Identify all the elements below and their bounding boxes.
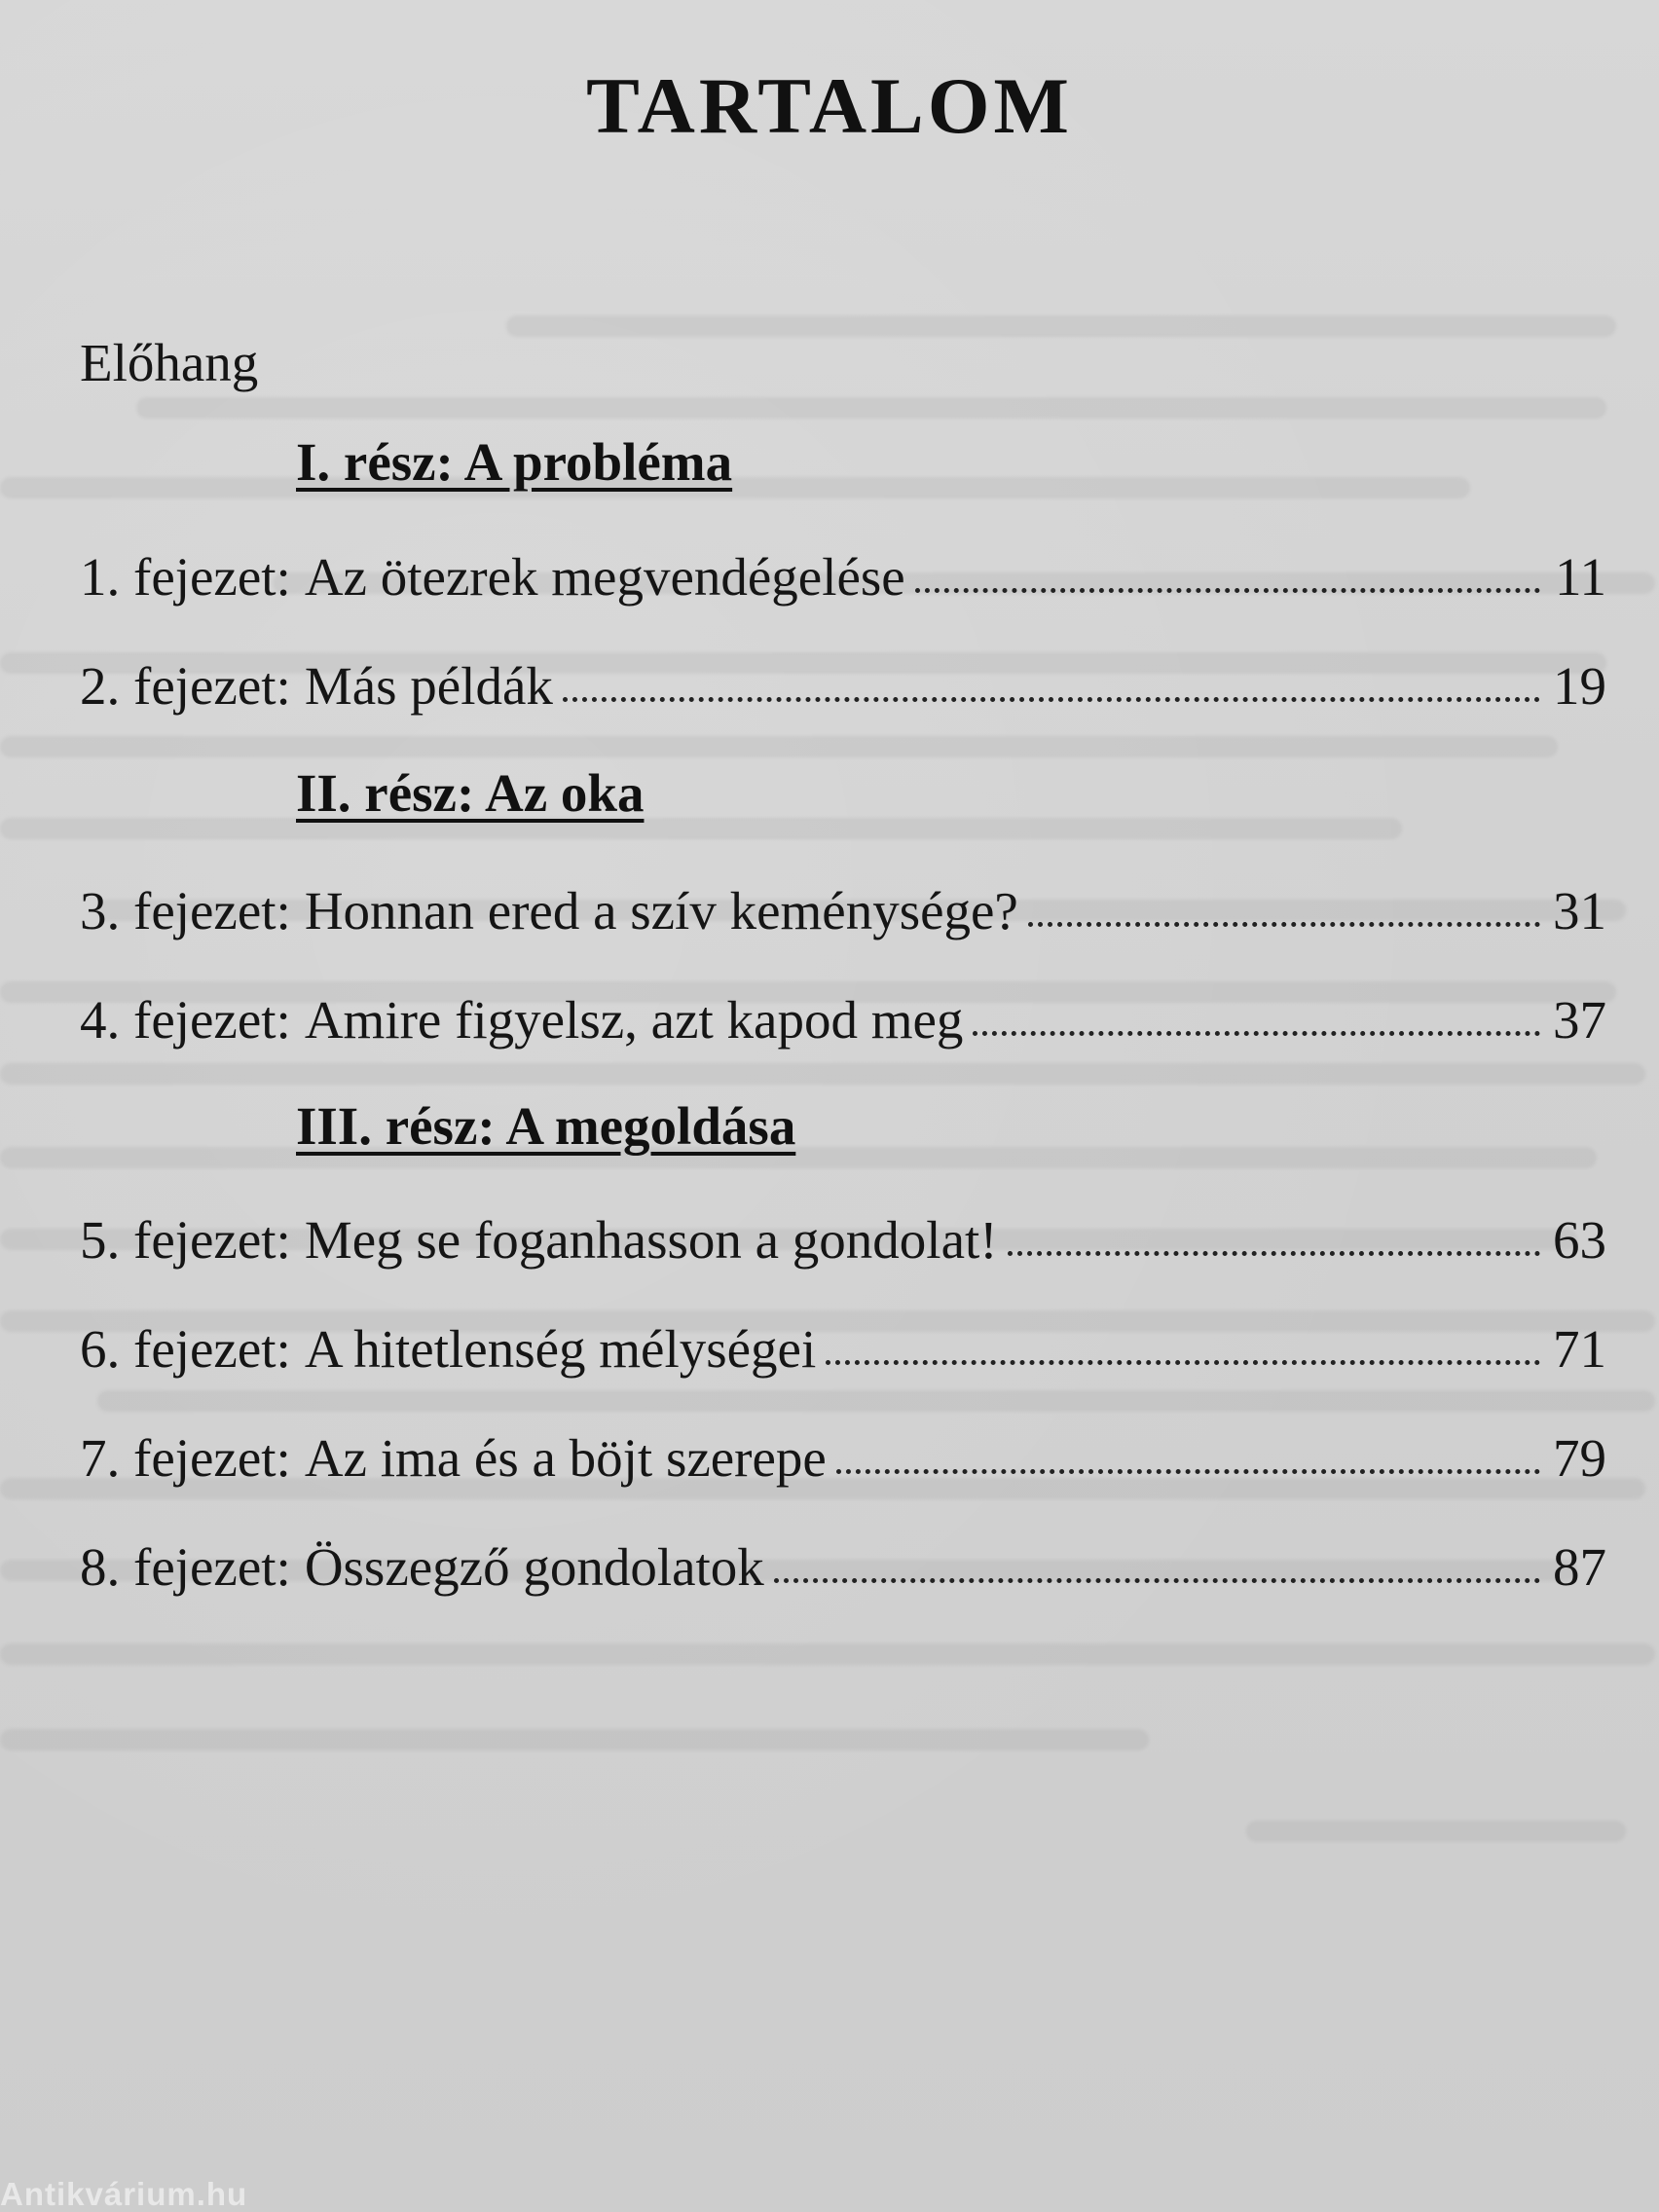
toc-row-chapter-3 <box>80 873 1606 938</box>
watermark-text: Antikvárium.hu <box>0 2176 248 2212</box>
dot-leader <box>774 1578 1540 1583</box>
chapter-number: 4. fejezet: <box>80 990 291 1050</box>
contents-title: TARTALOM <box>586 61 1073 150</box>
chapter-title: Az ima és a böjt szerepe <box>304 1428 827 1488</box>
chapter-title: Más példák <box>304 656 553 716</box>
toc-row-chapter-4 <box>80 982 1606 1050</box>
chapter-number: 6. fejezet: <box>80 1319 291 1379</box>
chapter-title: Összegző gondolatok <box>304 1537 764 1597</box>
page-number: 63 <box>1553 1210 1606 1270</box>
toc-row-chapter-5 <box>80 1202 1606 1270</box>
chapter-title: Meg se foganhasson a gondolat! <box>304 1210 998 1270</box>
toc-row-chapter-8 <box>80 1530 1606 1597</box>
toc-row-chapter-7 <box>80 1420 1606 1488</box>
page-number: 31 <box>1553 881 1606 940</box>
page-number: 11 <box>1555 547 1606 607</box>
chapter-title: Honnan ered a szív keménysége? <box>304 881 1018 940</box>
dot-leader <box>826 1360 1540 1365</box>
part-heading-1: I. rész: A probléma <box>296 432 733 492</box>
chapter-title: Az ötezrek megvendégelése <box>304 547 905 607</box>
dot-leader <box>563 697 1540 702</box>
dot-leader <box>915 588 1540 593</box>
toc-row-chapter-2 <box>80 648 1606 716</box>
page-number: 87 <box>1553 1537 1606 1597</box>
part-heading-3: III. rész: A megoldása <box>296 1096 796 1156</box>
chapter-number: 2. fejezet: <box>80 656 291 716</box>
show-through-text <box>0 302 1659 1879</box>
part-heading-2: II. rész: Az oka <box>296 763 645 823</box>
page-number: 19 <box>1553 656 1606 716</box>
chapter-title: A hitetlenség mélységei <box>304 1319 817 1379</box>
dot-leader <box>836 1469 1540 1474</box>
dot-leader <box>1008 1251 1540 1256</box>
page-number: 79 <box>1553 1428 1606 1488</box>
preface-entry: Előhang <box>80 333 259 392</box>
page-number: 37 <box>1553 990 1606 1050</box>
chapter-title: Amire figyelsz, azt kapod meg <box>304 990 964 1050</box>
toc-row-chapter-1 <box>80 539 1606 607</box>
dot-leader <box>973 1031 1540 1036</box>
chapter-number: 7. fejezet: <box>80 1428 291 1488</box>
chapter-number: 5. fejezet: <box>80 1210 291 1270</box>
dot-leader <box>1028 922 1540 927</box>
chapter-number: 8. fejezet: <box>80 1537 291 1597</box>
toc-row-chapter-6 <box>80 1311 1606 1379</box>
chapter-number: 1. fejezet: <box>80 547 291 607</box>
chapter-number: 3. fejezet: <box>80 881 291 940</box>
page-number: 71 <box>1553 1319 1606 1379</box>
